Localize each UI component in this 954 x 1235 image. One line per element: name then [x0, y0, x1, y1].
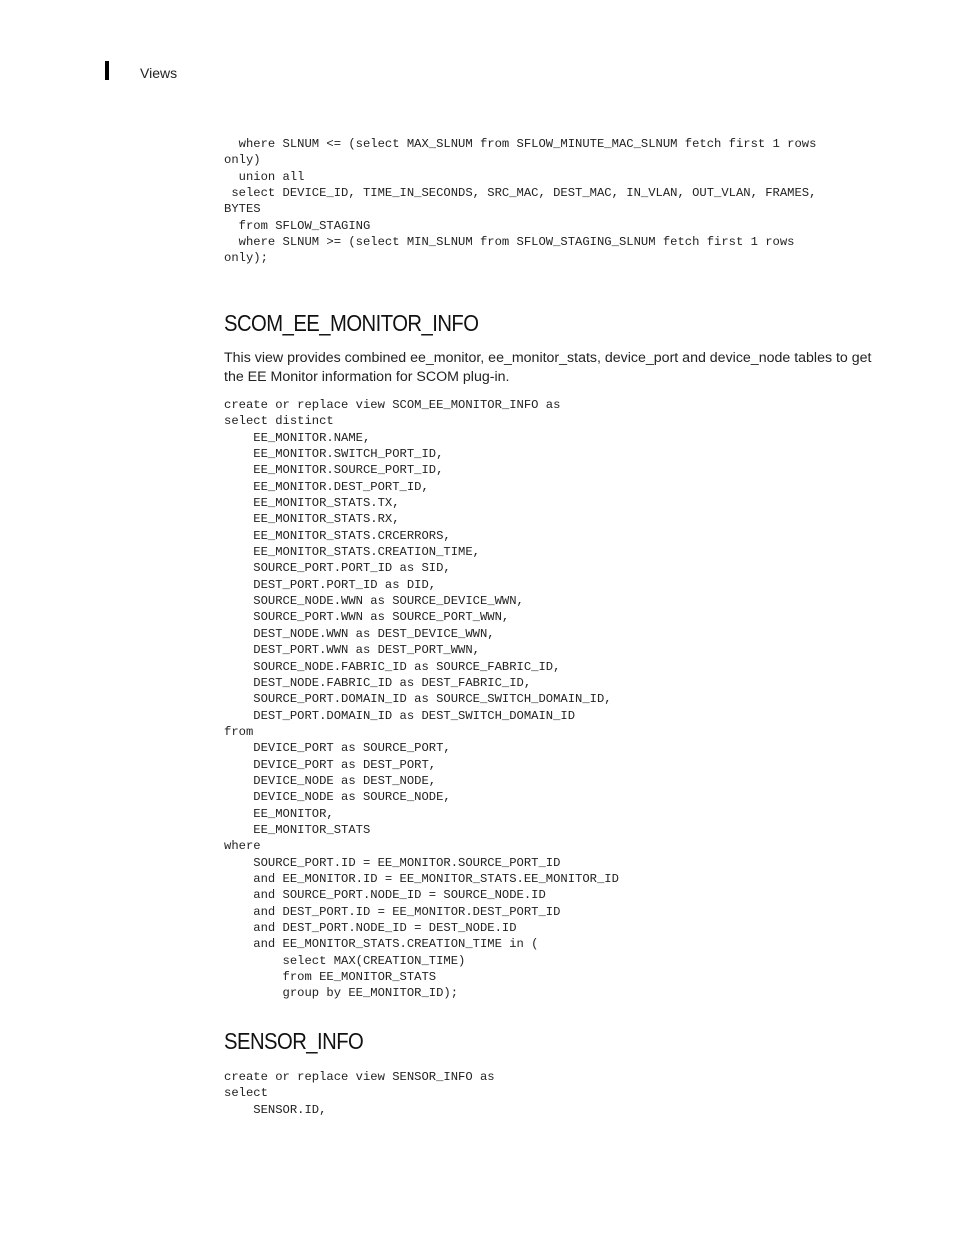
- section-title: SENSOR_INFO: [224, 1028, 364, 1054]
- section-title: SCOM_EE_MONITOR_INFO: [224, 310, 479, 336]
- section-heading-sensor-info: [224, 1026, 382, 1056]
- header-margin-bar: [105, 61, 109, 80]
- section-heading-scom-ee-monitor-info: [224, 308, 513, 338]
- running-header: Views: [140, 65, 178, 81]
- sql-code-block-continued: where SLNUM <= (select MAX_SLNUM from SFLOW_MINUTE_MAC_SLNUM fetch first 1 rows only) union all select DEVICE_ID, TIME_IN_SECONDS, SRC_MAC, DEST_MAC, IN_VLAN, OUT_VLAN, FRAMES, BYTES from SFLOW_STAGING where SLNUM >= (select MIN_SLNUM from SFLOW_STAGING_SLNUM fetch first 1 rows only);: [224, 137, 817, 266]
- sql-code-block-scom-ee-monitor-info: create or replace view SCOM_EE_MONITOR_INFO as select distinct EE_MONITOR.NAME, EE_MONITOR.SWITCH_PORT_ID, EE_MONITOR.SOURCE_PORT_ID, EE_MONITOR.DEST_PORT_ID, EE_MONITOR_STATS.TX, EE_MONITOR_STATS.RX, EE_MONITOR_STATS.CRCERRORS, EE_MONITOR_STATS.CREATION_TIME, SOURCE_PORT.PORT_ID as SID, DEST_PORT.PORT_ID as DID, SOURCE_NODE.WWN as SOURCE_DEVICE_WWN, SOURCE_PORT.WWN as SOURCE_PORT_WWN, DEST_NODE.WWN as DEST_DEVICE_WWN, DEST_PORT.WWN as DEST_PORT_WWN, SOURCE_NODE.FABRIC_ID as SOURCE_FABRIC_ID, DEST_NODE.FABRIC_ID as DEST_FABRIC_ID, SOURCE_PORT.DOMAIN_ID as SOURCE_SWITCH_DOMAIN_ID, DEST_PORT.DOMAIN_ID as DEST_SWITCH_DOMAIN_ID from DEVICE_PORT as SOURCE_PORT, DEVICE_PORT as DEST_PORT, DEVICE_NODE as DEST_NODE, DEVICE_NODE as SOURCE_NODE, EE_MONITOR, EE_MONITOR_STATS where SOURCE_PORT.ID = EE_MONITOR.SOURCE_PORT_ID and EE_MONITOR.ID = EE_MONITOR_STATS.EE_MONITOR_ID and SOURCE_PORT.NODE_ID = SOURCE_NODE.ID and DEST_PORT.ID = EE_MONITOR.DEST_PORT_ID and DEST_PORT.NODE_ID = DEST_NODE.ID and EE_MONITOR_STATS.CREATION_TIME in ( select MAX(CREATION_TIME) from EE_MONITOR_STATS group by EE_MONITOR_ID);: [224, 398, 619, 1001]
- sql-code-block-sensor-info: create or replace view SENSOR_INFO as select SENSOR.ID,: [224, 1070, 495, 1117]
- section-description: This view provides combined ee_monitor, ee_monitor_stats, device_port and device_node tables to get the EE Monitor information for SCOM plug-in.: [224, 350, 872, 385]
